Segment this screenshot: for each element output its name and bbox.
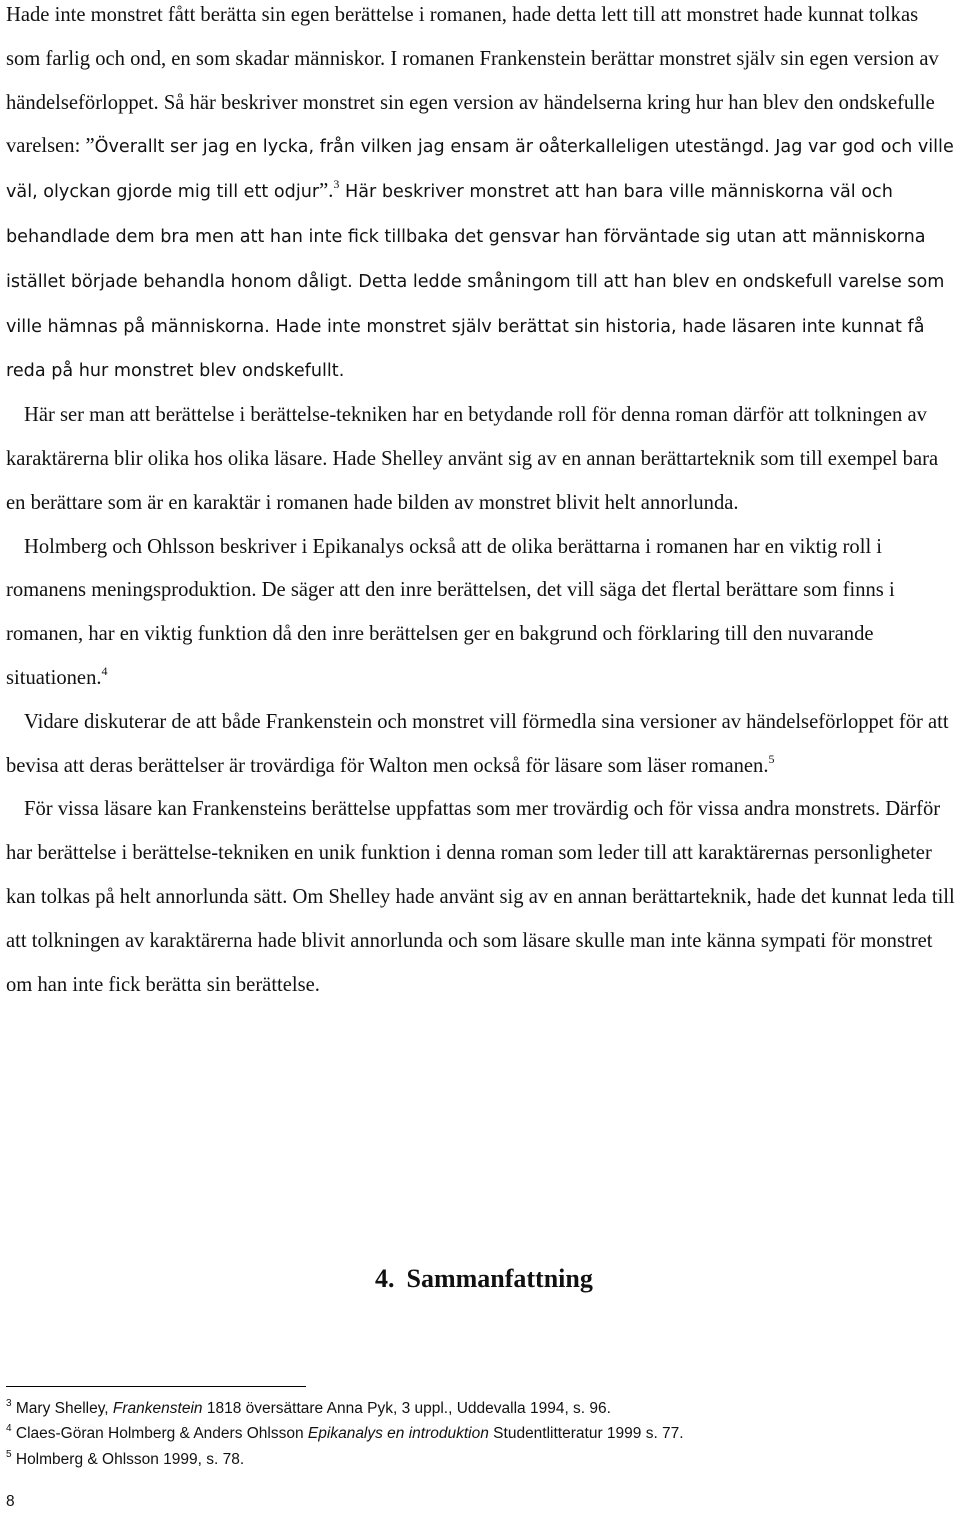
paragraph-text: Här beskriver monstret att han bara ville människorna väl och behandlade dem bra men att han inte fick tillbaka det gensvar han förväntade sig utan att människorna istället började behandla honom dåligt. Detta ledde småningom till att han blev en ondskefull varelse som ville hämnas på människorna. Hade inte monstret själv berättat sin historia, hade läsaren inte kunnat få reda på hur monstret blev ondskefullt. [6,182,945,382]
section-number: 4. [375,1264,395,1293]
paragraph-text: Här ser man att berättelse i berättelse-tekniken har en betydande roll för denna roman därför att tolkningen av karaktärerna blir olika hos olika läsare. Hade Shelley använt sig av en annan berättarteknik som till exempel bara en berättare som är en karaktär i romanen hade bilden av monstret blivit helt annorlunda. [6,404,939,514]
footnote-ref-5[interactable]: 5 [768,751,775,766]
footnote-title: Epikanalys en introduktion [307,1425,489,1443]
page-number: 8 [6,1493,15,1510]
footnotes [6,1396,684,1472]
footnote [6,1447,684,1472]
footnote-ref-4[interactable]: 4 [101,663,108,678]
footnote-mark: 4 [6,1423,12,1435]
footnote-text: Studentlitteratur 1999 s. 77. [488,1425,684,1443]
section-heading [375,1261,593,1297]
footnote-title: Frankenstein [112,1400,203,1417]
paragraph [6,0,956,394]
footnote [6,1396,684,1421]
quotation-text: Överallt ser jag en lycka, från vilken jag ensam är oåterkalleligen utestängd. Jag var god och ville väl, olyckan gjorde mig till ett odjur [6,137,954,203]
paragraph [6,701,956,789]
paragraph [6,526,956,701]
quote-close: ”. [319,180,334,203]
footnote-text: Claes-Göran Holmberg & Anders Ohlsson [11,1425,308,1443]
paragraph-text: Vidare diskuterar de att både Frankenstein och monstret vill förmedla sina versioner av händelseförloppet för att bevisa att deras berättelser är trovärdiga för Walton men också för läsare som läser romanen. [6,710,949,777]
footnote-text: Holmberg & Ohlsson 1999, s. 78. [11,1450,245,1468]
paragraph [6,394,956,525]
paragraph-text: För vissa läsare kan Frankensteins berättelse uppfattas som mer trovärdig och för vissa andra monstrets. Därför har berättelse i berättelse-tekniken en unik funktion i denna roman som leder till att karaktärernas personligheter kan tolkas på helt annorlunda sätt. Om Shelley hade använt sig av en annan berättarteknik, hade det kunnat leda till att tolkningen av karaktärerna hade blivit annorlunda och som läsare skulle man inte känna sympati för monstret om han inte fick berätta sin berättelse. [6,798,955,996]
paragraph-text: Hade inte monstret fått berätta sin egen berättelse i romanen, hade detta lett till att monstret hade kunnat tolkas som farlig och ond, en som skadar människor. I romanen Frankenstein berättar monstret själv sin egen version av händelseförloppet. Så här beskriver monstret sin egen version av händelserna kring hur han blev den ondskefulle varelsen: ” [6,4,939,158]
footnote-text: 1818 översättare Anna Pyk, 3 uppl., Uddevalla 1994, s. 96. [202,1400,611,1417]
footnote [6,1421,684,1446]
body-text [6,0,956,1007]
footnote-mark: 5 [6,1448,12,1460]
paragraph [6,788,956,1007]
section-title: Sammanfattning [406,1264,593,1293]
footnote-mark: 3 [6,1398,12,1409]
paragraph-text: Holmberg och Ohlsson beskriver i Epikanalys också att de olika berättarna i romanen har en viktig roll i romanens meningsproduktion. De säger att den inre berättelsen, det vill säga det flertal berättare som finns i romanen, har en viktig funktion då den inre berättelsen ger en bakgrund och förklaring till den nuvarande situationen. [6,535,895,689]
footnote-separator [6,1386,306,1387]
footnote-text: Mary Shelley, [11,1400,113,1417]
footnote-ref-3[interactable]: 3 [333,177,340,192]
